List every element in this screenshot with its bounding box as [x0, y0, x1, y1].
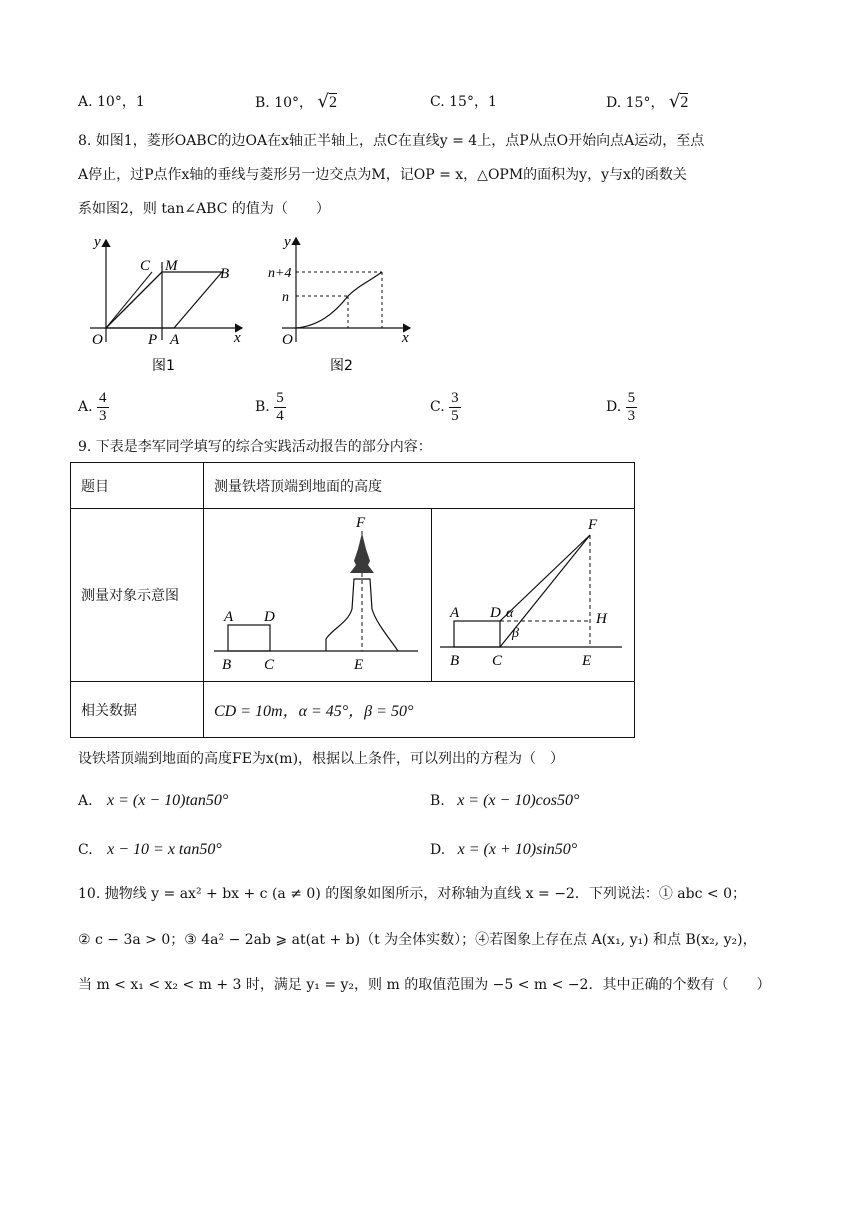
q8-stem-line2: A停止，过P点作x轴的垂线与菱形另一边交点为M，记OP = x，△OPM的面积为y，y与x的函数关	[78, 167, 687, 183]
label-e: E	[581, 653, 591, 669]
label-c: C	[140, 258, 151, 274]
table-cell-title-label: 题目	[71, 463, 204, 509]
segment-oc	[106, 272, 152, 328]
label-o: O	[282, 332, 293, 348]
q7-option-b[interactable]: B. 10°， √2	[255, 91, 337, 112]
q7-option-a[interactable]: A. 10°，1	[78, 94, 145, 110]
tower-sketch-right	[432, 509, 630, 677]
label-o: O	[92, 332, 103, 348]
q9-option-a[interactable]: A. x = (x − 10)tan50°	[78, 792, 229, 809]
label-a: A	[170, 332, 180, 348]
building-abcd	[228, 625, 270, 651]
table-cell-diagram-left	[204, 509, 432, 682]
function-curve	[296, 272, 382, 328]
q7-option-c[interactable]: C. 15°，1	[430, 94, 497, 110]
q10-stem-line1: 10. 抛物线 y = ax² + bx + c (a ≠ 0) 的图象如图所示，对称轴为直线 x = −2．下列说法：① abc < 0；	[78, 886, 746, 902]
label-x: x	[234, 330, 241, 346]
label-m: M	[165, 258, 178, 274]
label-p: P	[148, 332, 158, 348]
label-c: C	[491, 653, 502, 669]
label-b: B	[449, 653, 459, 669]
q9-report-table	[70, 462, 635, 738]
table-cell-title-value: 测量铁塔顶端到地面的高度	[204, 463, 635, 509]
label-c: C	[264, 657, 275, 673]
label-b: B	[220, 266, 230, 282]
q10-stem-line3: 当 m < x₁ < x₂ < m + 3 时，满足 y₁ = y₂，则 m 的取值范围为 −5 < m < −2．其中正确的个数有（ ）	[78, 977, 771, 993]
tower-sketch-left	[204, 509, 426, 677]
label-beta: β	[511, 626, 519, 641]
q8-stem-line1: 8. 如图1，菱形OABC的边OA在x轴正半轴上，点C在直线y = 4上，点P从点O开始向点A运动，至点	[78, 133, 705, 149]
q8-figure-2	[268, 230, 418, 380]
caption-fig2: 图2	[330, 358, 353, 374]
table-cell-data-value: CD = 10m，α = 45°，β = 50°	[204, 682, 635, 738]
fraction: $\frac{4}{3}$	[99, 389, 107, 424]
q8-option-b[interactable]: B. $\frac{5}{4}$	[255, 389, 284, 424]
label-n-plus-4: n+4	[268, 266, 292, 281]
rhombus-oabc	[106, 272, 222, 328]
q8-figure-1	[80, 230, 260, 380]
label-h: H	[595, 611, 607, 627]
label-alpha: α	[505, 606, 514, 621]
fraction: $\frac{5}{4}$	[276, 389, 284, 424]
table-cell-diagram-label: 测量对象示意图	[71, 509, 204, 682]
segment-om	[106, 272, 162, 328]
label-y: y	[94, 234, 101, 250]
label-f: F	[356, 515, 366, 531]
table-cell-diagram-right	[431, 509, 634, 682]
q8-option-d[interactable]: D. $\frac{5}{3}$	[606, 389, 636, 424]
q8-stem-line3: 系如图2，则 tan∠ABC 的值为（ ）	[78, 201, 330, 217]
q7-option-d[interactable]: D. 15°， √2	[606, 91, 689, 112]
q9-option-d[interactable]: D. x = (x + 10)sin50°	[430, 841, 578, 858]
q9-option-c[interactable]: C. x − 10 = x tan50°	[78, 841, 222, 858]
sqrt-icon: √	[668, 91, 681, 112]
table-cell-data-label: 相关数据	[71, 682, 204, 738]
sqrt-icon: √	[317, 91, 329, 112]
q9-option-b[interactable]: B. x = (x − 10)cos50°	[430, 792, 580, 809]
q10-stem-line2: ② c − 3a > 0；③ 4a² − 2ab ⩾ at(at + b)（t 为全体实数）；④若图象上存在点 A(x₁, y₁) 和点 B(x₂, y₂)，	[78, 932, 757, 948]
label-x: x	[402, 330, 409, 346]
label-e: E	[354, 657, 364, 673]
q9-question: 设铁塔顶端到地面的高度FE为x(m)，根据以上条件，可以列出的方程为（ ）	[78, 751, 565, 767]
caption-fig1: 图1	[152, 358, 175, 374]
building-abcd	[454, 621, 500, 647]
label-b: B	[222, 657, 232, 673]
label-y: y	[284, 234, 291, 250]
q9-stem: 9. 下表是李军同学填写的综合实践活动报告的部分内容：	[78, 439, 432, 455]
label-d: D	[489, 605, 501, 621]
label-d: D	[264, 609, 275, 625]
label-f: F	[587, 517, 597, 533]
q8-option-c[interactable]: C. $\frac{3}{5}$	[430, 389, 459, 424]
label-n: n	[282, 290, 289, 305]
label-a: A	[224, 609, 234, 625]
label-a: A	[449, 605, 459, 621]
sight-line-d	[500, 535, 590, 621]
q8-option-a[interactable]: A. $\frac{4}{3}$	[78, 389, 107, 424]
tower-spire-icon	[350, 533, 374, 573]
fraction: $\frac{5}{3}$	[627, 389, 636, 424]
fraction: $\frac{3}{5}$	[451, 389, 459, 424]
